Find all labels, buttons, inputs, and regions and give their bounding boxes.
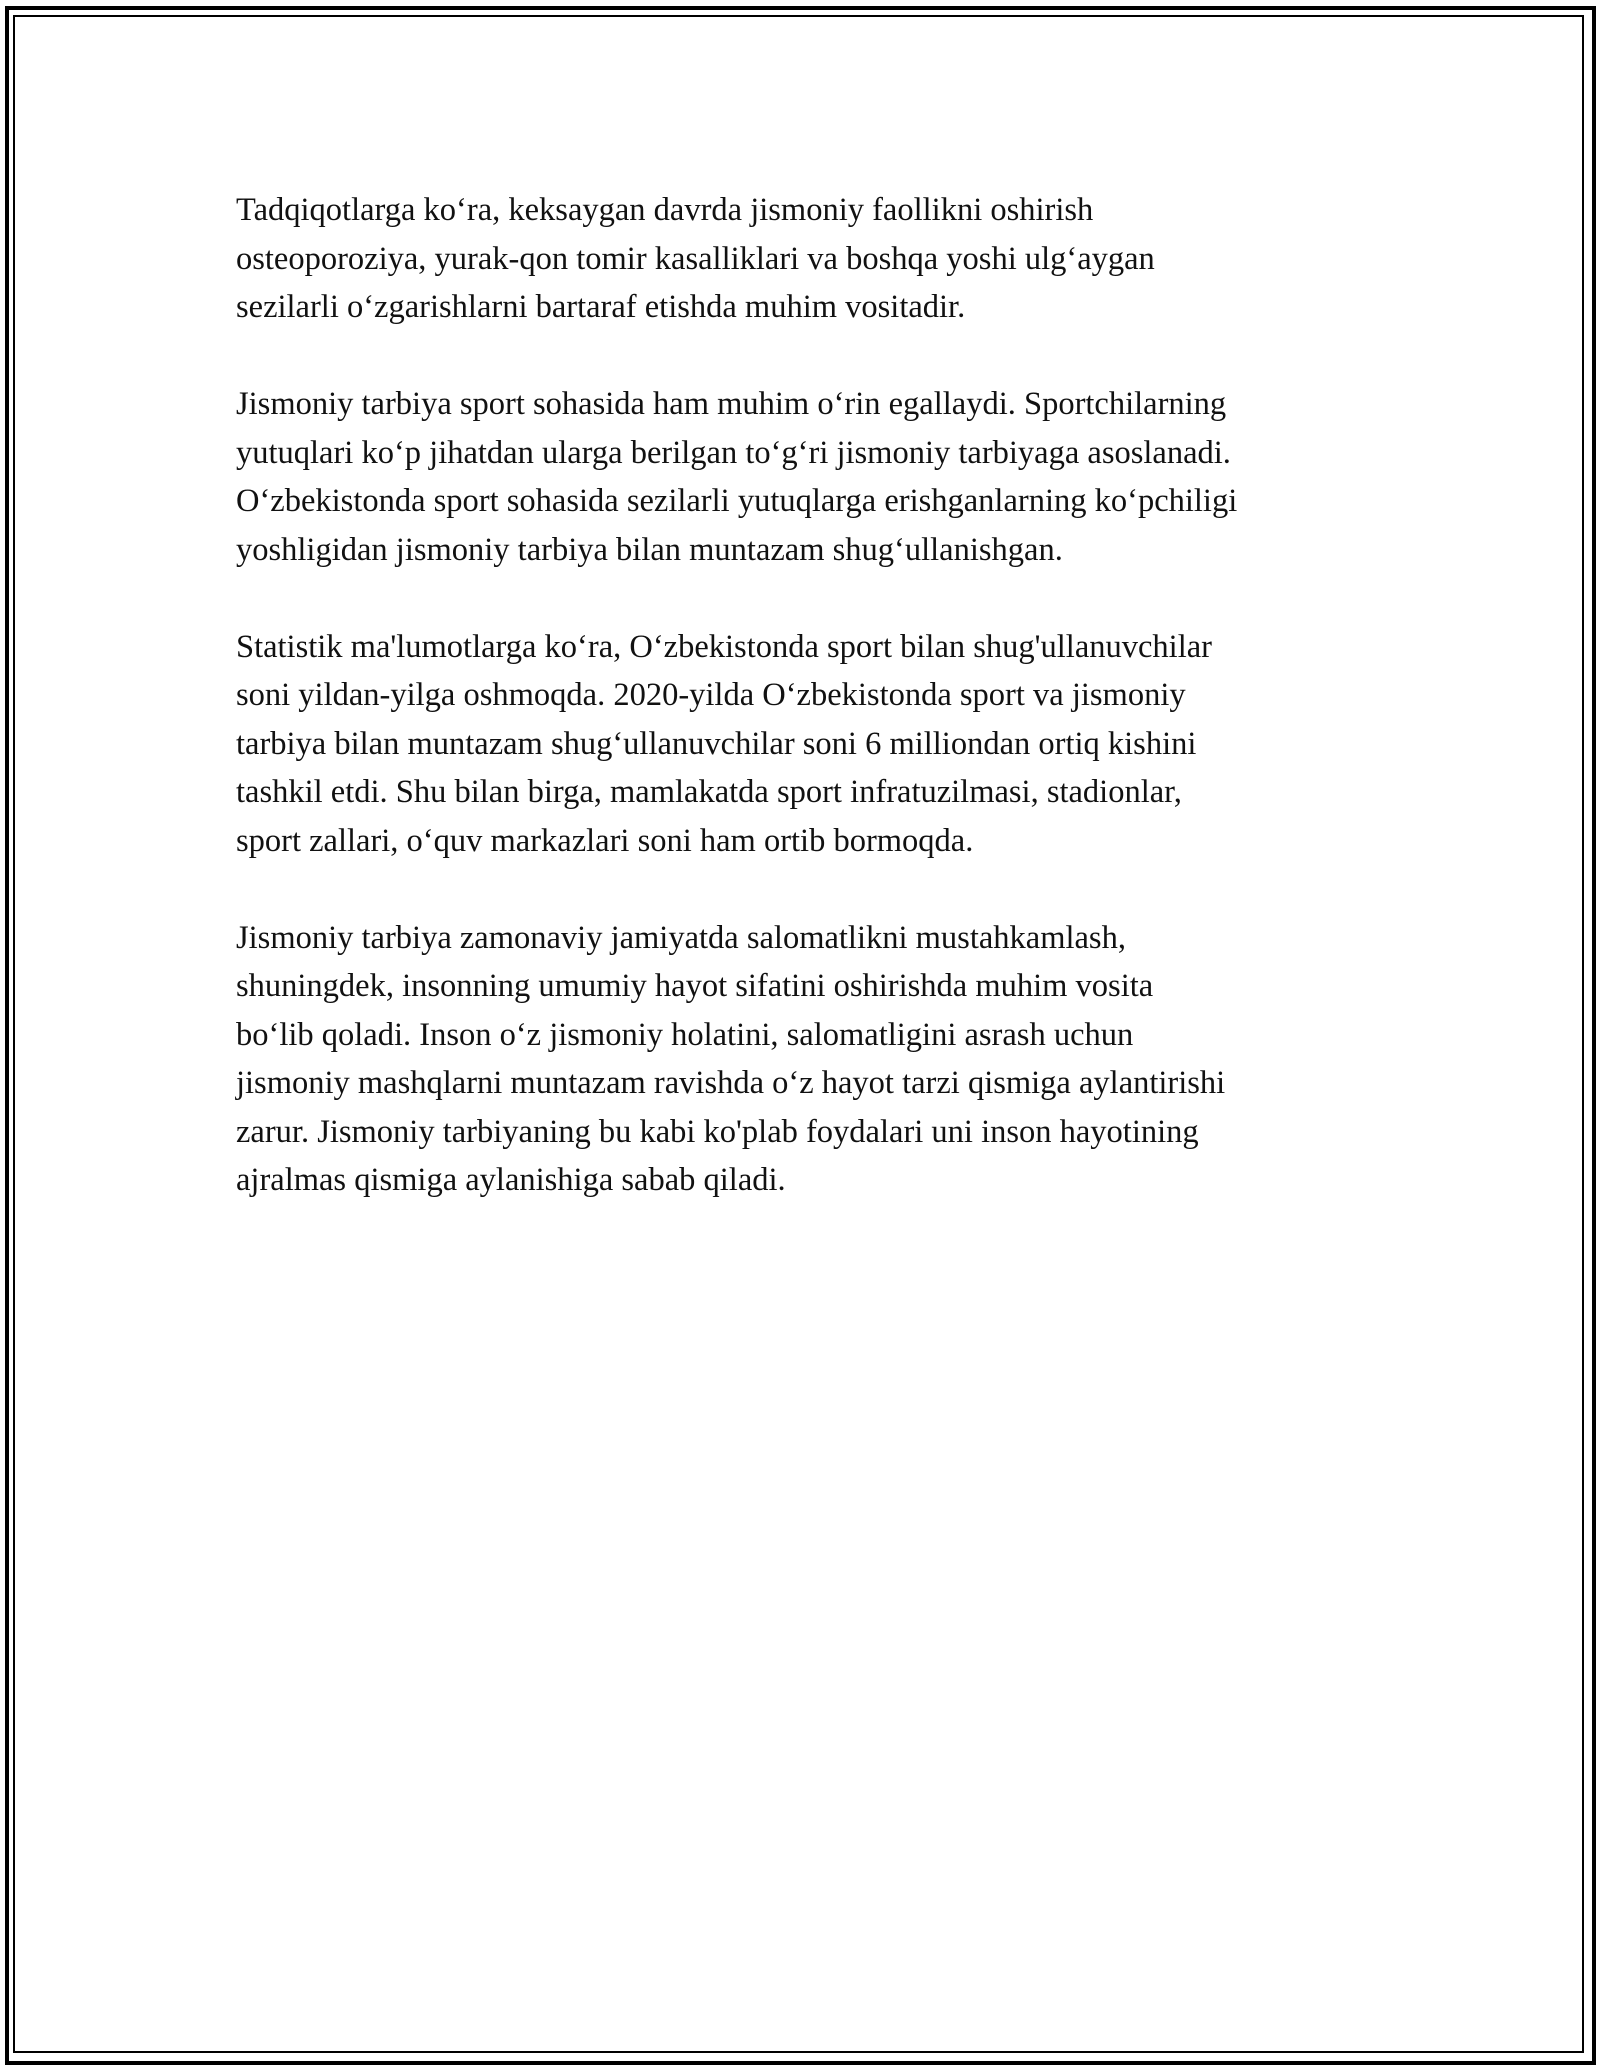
text-line: ajralmas qismiga aylanishiga sabab qiladi. xyxy=(236,1162,786,1198)
document-body xyxy=(236,186,1396,1253)
paragraph-3 xyxy=(236,623,1396,866)
text-line: yoshligidan jismoniy tarbiya bilan muntazam shug‘ullanishgan. xyxy=(236,531,1063,568)
text-line: zarur. Jismoniy tarbiyaning bu kabi ko'plab foydalari uni inson hayotining xyxy=(236,1113,1199,1150)
text-line: osteoporoziya, yurak-qon tomir kasalliklari va boshqa yoshi ulg‘aygan xyxy=(236,240,1155,277)
text-line: Jismoniy tarbiya zamonaviy jamiyatda salomatlikni mustahkamlash, xyxy=(236,919,1126,956)
text-line: Jismoniy tarbiya sport sohasida ham muhim o‘rin egallaydi. Sportchilarning xyxy=(236,386,1227,422)
text-line: O‘zbekistonda sport sohasida sezilarli yutuqlarga erishganlarning ko‘pchiligi xyxy=(236,483,1238,519)
paragraph-2 xyxy=(236,380,1396,574)
text-line: sezilarli o‘zgarishlarni bartaraf etishda muhim vositadir. xyxy=(236,289,966,325)
text-line: bo‘lib qoladi. Inson o‘z jismoniy holatini, salomatligini asrash uchun xyxy=(236,1016,1134,1053)
text-line: sport zallari, o‘quv markazlari soni ham ortib bormoqda. xyxy=(236,822,974,859)
text-line: yutuqlari ko‘p jihatdan ularga berilgan to‘g‘ri jismoniy tarbiyaga asoslanadi. xyxy=(236,434,1231,471)
text-line: shuningdek, insonning umumiy hayot sifatini oshirishda muhim vosita xyxy=(236,968,1154,1004)
paragraph-4 xyxy=(236,914,1396,1205)
paragraph-1 xyxy=(236,186,1396,332)
text-line: jismoniy mashqlarni muntazam ravishda o‘z hayot tarzi qismiga aylantirishi xyxy=(236,1065,1226,1101)
text-line: Statistik ma'lumotlarga ko‘ra, O‘zbekistonda sport bilan shug'ullanuvchilar xyxy=(236,628,1212,665)
text-line: Tadqiqotlarga ko‘ra, keksaygan davrda jismoniy faollikni oshirish xyxy=(236,192,1094,228)
text-line: tashkil etdi. Shu bilan birga, mamlakatda sport infratuzilmasi, stadionlar, xyxy=(236,774,1182,810)
text-line: soni yildan-yilga oshmoqda. 2020-yilda O‘zbekistonda sport va jismoniy xyxy=(236,677,1186,713)
text-line: tarbiya bilan muntazam shug‘ullanuvchilar soni 6 milliondan ortiq kishini xyxy=(236,725,1197,762)
